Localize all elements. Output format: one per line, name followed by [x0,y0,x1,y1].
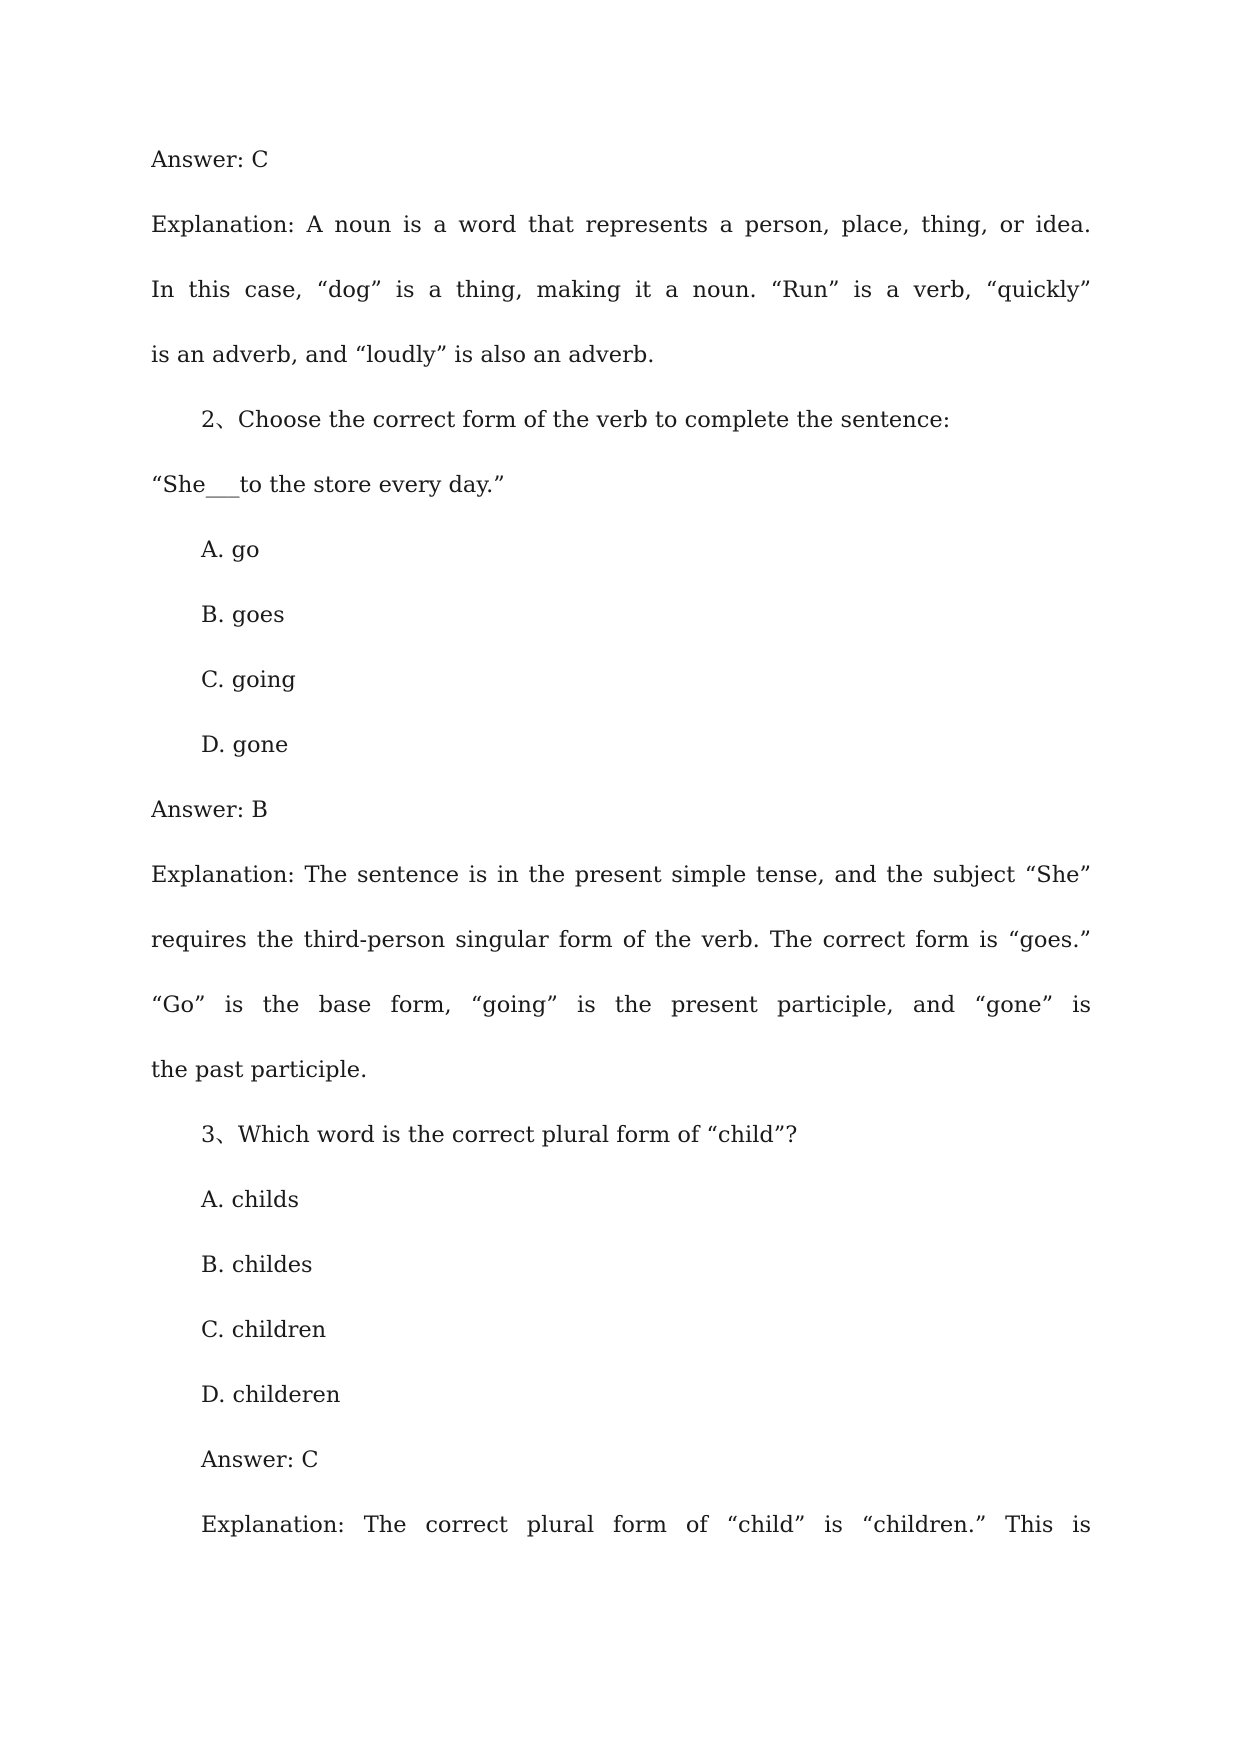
option-3c: C. children [201,1317,327,1343]
option-2c: C. going [201,667,296,693]
option-2d: D. gone [201,732,289,758]
option-3d: D. childeren [201,1382,341,1408]
document-body [151,143,1091,1573]
explanation-line-q2-4: the past participle. [151,1057,368,1083]
answer-line-q2: Answer: B [151,797,268,823]
option-3a: A. childs [201,1187,299,1213]
explanation-line-q2-2: requires the third-person singular form of the verb. The correct form is “goes.” [151,927,1091,953]
explanation-line-q1-3: is an adverb, and “loudly” is also an adverb. [151,342,655,368]
explanation-line-q2-3: “Go” is the base form, “going” is the present participle, and “gone” is [151,992,1091,1018]
question-2: 2、Choose the correct form of the verb to complete the sentence: [201,407,951,433]
explanation-line-q1-2: In this case, “dog” is a thing, making it a noun. “Run” is a verb, “quickly” [151,277,1091,303]
explanation-line-q1-1: Explanation: A noun is a word that represents a person, place, thing, or idea. [151,212,1091,238]
answer-line-q1: Answer: C [151,147,269,173]
option-3b: B. childes [201,1252,313,1278]
answer-line-q3: Answer: C [201,1447,319,1473]
question-2-sentence: “She___to the store every day.” [151,472,505,498]
question-3: 3、Which word is the correct plural form of “child”? [201,1122,798,1148]
option-2a: A. go [201,537,260,563]
option-2b: B. goes [201,602,285,628]
explanation-line-q2-1: Explanation: The sentence is in the present simple tense, and the subject “She” [151,862,1091,888]
explanation-line-q3-1: Explanation: The correct plural form of “child” is “children.” This is [201,1512,1091,1538]
